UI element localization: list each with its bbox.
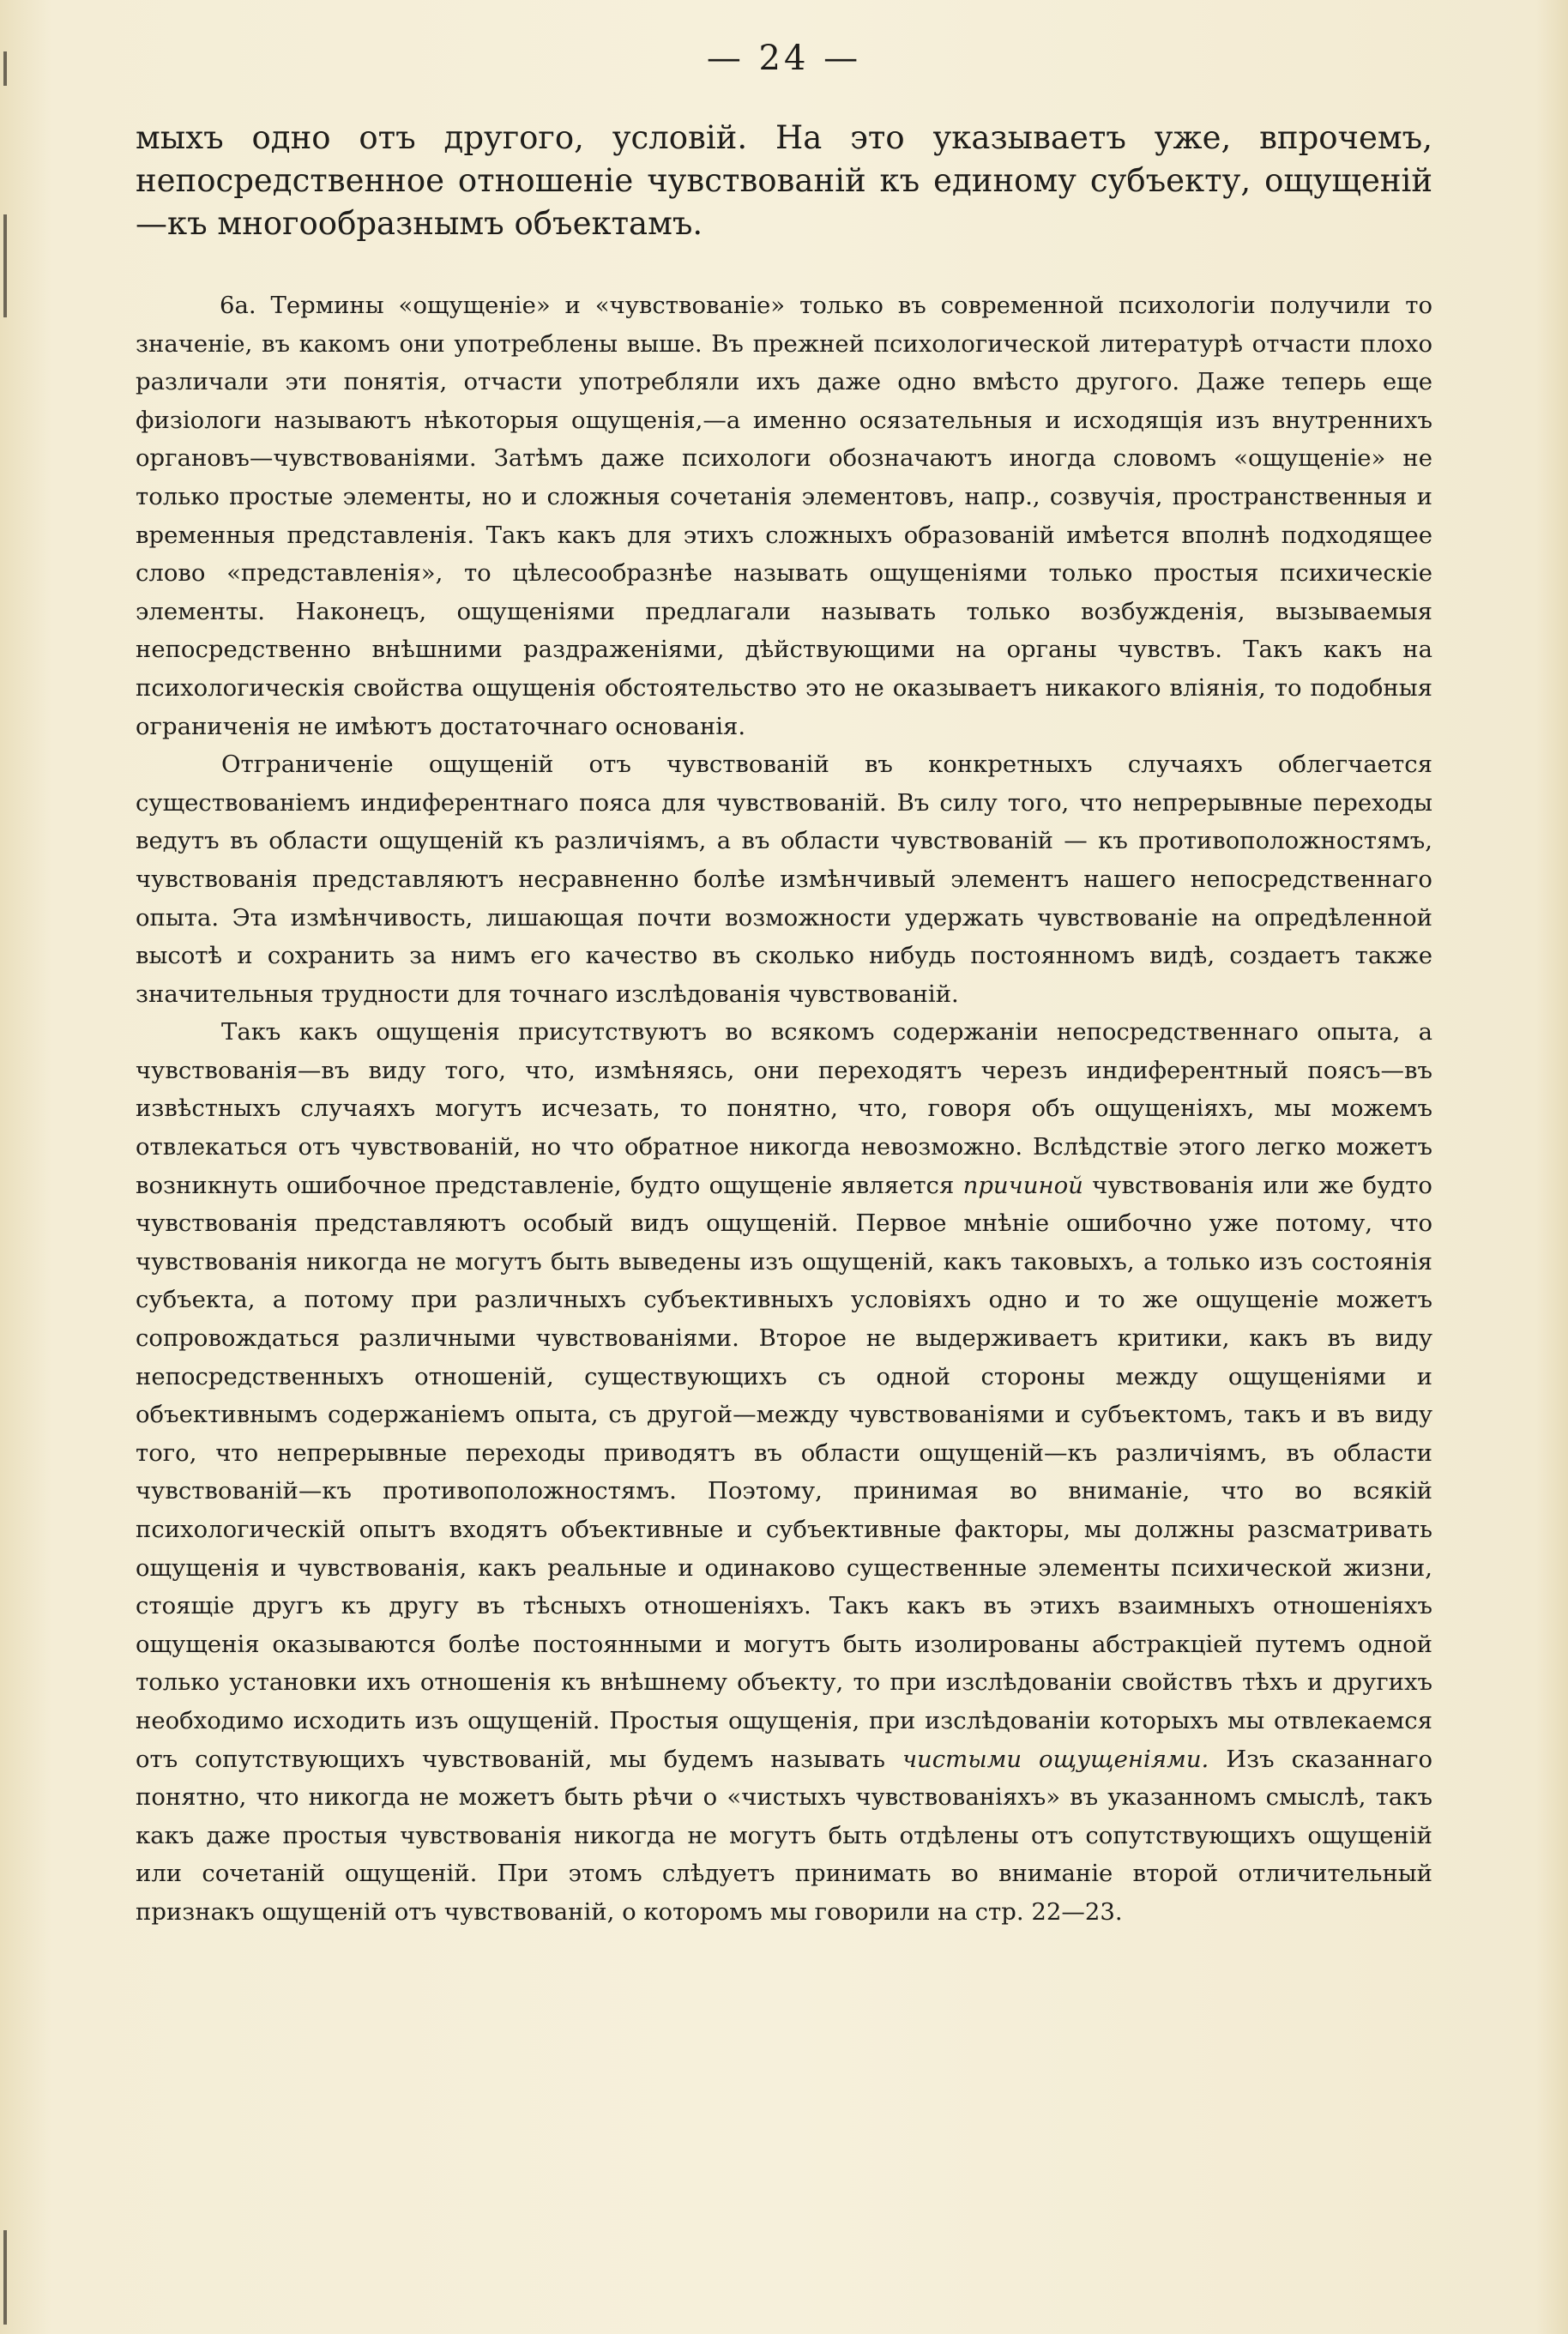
paragraph-sensations: [136, 1013, 1432, 1931]
page-content: [136, 34, 1432, 1932]
binding-edge-mark: [3, 51, 7, 86]
binding-edge-mark: [3, 214, 7, 317]
emphasis-cause: причиной: [962, 1171, 1083, 1199]
page-number: — 24 —: [706, 39, 862, 78]
emphasis-pure-sensations: чистыми ощущеніями.: [902, 1745, 1209, 1773]
paragraph-text: Изъ сказаннаго понятно, что никогда не можетъ быть рѣчи о «чистыхъ чувствованіяхъ» въ указанномъ смыслѣ, такъ какъ даже простыя чувствованія никогда не могутъ быть отдѣлены отъ сопутствующихъ ощущеній или сочетаній ощущеній. При этомъ слѣдуетъ принимать во вниманіе второй отличительный признакъ ощущеній отъ чувствованій, о которомъ мы говорили на стр. 22—23.: [136, 1745, 1432, 1926]
paragraph-note-6a: 6a. Термины «ощущеніе» и «чувствованіе» только въ современной психологіи получили то значеніе, въ какомъ они употреблены выше. Въ прежней психологической литературѣ отчасти плохо различали эти понятія, отчасти употребляли ихъ даже одно вмѣсто другого. Даже теперь еще физіологи называютъ нѣкоторыя ощущенія,—а именно осязательныя и исходящія изъ внутреннихъ органовъ—чувствованіями. Затѣмъ даже психологи обозначаютъ иногда словомъ «ощущеніе» не только простые элементы, но и сложныя сочетанія элементовъ, напр., созвучія, пространственныя и временныя представленія. Такъ какъ для этихъ сложныхъ образованій имѣется вполнѣ подходящее слово «представленія», то цѣлесообразнѣе называть ощущеніями только простыя психическіе элементы. Наконецъ, ощущеніями предлагали называть только возбужденія, вызываемыя непосредственно внѣшними раздраженіями, дѣйствующими на органы чувствъ. Такъ какъ на психологическія свойства ощущенія обстоятельство это не оказываетъ никакого вліянія, то подобныя ограниченія не имѣютъ достаточнаго основанія.: [136, 292, 1432, 740]
paragraph-continuation: мыхъ одно отъ другого, условій. На это указываетъ уже, впрочемъ, непосредственное отношеніе чувствованій къ единому субъекту, ощущеній—къ многообразнымъ объектамъ.: [136, 119, 1432, 242]
spacer: [136, 245, 1432, 286]
paragraph-text: Такъ какъ ощущенія присутствуютъ во всякомъ содержаніи непосредственнаго опыта, а чувствованія—въ виду того, что, измѣняясь, они переходятъ черезъ индиферентный поясъ—въ извѣстныхъ случаяхъ могутъ исчезать, то понятно, что, говоря объ ощущеніяхъ, мы можемъ отвлекаться отъ чувствованій, но что обратное никогда невозможно. Вслѣдствіе этого легко можетъ возникнуть ошибочное представленіе, будто ощущеніе является: [136, 1018, 1432, 1199]
paragraph-text: чувствованія или же будто чувствованія представляютъ особый видъ ощущеній. Первое мнѣніе ошибочно уже потому, что чувствованія никогда не могутъ быть выведены изъ ощущеній, какъ таковыхъ, а только изъ состоянія субъекта, а потому при различныхъ субъективныхъ условіяхъ одно и то же ощущеніе можетъ сопровождаться различными чувствованіями. Второе не выдерживаетъ критики, какъ въ виду непосредственныхъ отношеній, существующихъ съ одной стороны между ощущеніями и объективнымъ содержаніемъ опыта, съ другой—между чувствованіями и субъектомъ, такъ и въ виду того, что непрерывные переходы приводятъ въ области ощущеній—къ различіямъ, въ области чувствованій—къ противоположностямъ. Поэтому, принимая во вниманіе, что во всякій психологическій опытъ входятъ объективные и субъективные факторы, мы должны разсматривать ощущенія и чувствованія, какъ реальные и одинаково существенные элементы психической жизни, стоящіе другъ къ другу въ тѣсныхъ отношеніяхъ. Такъ какъ въ этихъ взаимныхъ отношеніяхъ ощущенія оказываются болѣе постоянными и могутъ быть изолированы абстракціей путемъ одной только установки ихъ отношенія къ внѣшнему объекту, то при изслѣдованіи свойствъ тѣхъ и другихъ необходимо исходить изъ ощущеній. Простыя ощущенія, при изслѣдованіи которыхъ мы отвлекаемся отъ сопутствующихъ чувствованій, мы будемъ называть: [136, 1171, 1432, 1773]
paragraph-delimitation: Отграниченіе ощущеній отъ чувствованій въ конкретныхъ случаяхъ облегчается существованіемъ индиферентнаго пояса для чувствованій. Въ силу того, что непрерывные переходы ведутъ въ области ощущеній къ различіямъ, а въ области чувствованій — къ противоположностямъ, чувствованія представляютъ несравненно болѣе измѣнчивый элементъ нашего непосредственнаго опыта. Эта измѣнчивость, лишающая почти возможности удержать чувствованіе на опредѣленной высотѣ и сохранить за нимъ его качество въ сколько нибудь постоянномъ видѣ, создаетъ также значительныя трудности для точнаго изслѣдованія чувствованій.: [136, 751, 1432, 1008]
binding-edge-mark: [3, 2230, 7, 2325]
